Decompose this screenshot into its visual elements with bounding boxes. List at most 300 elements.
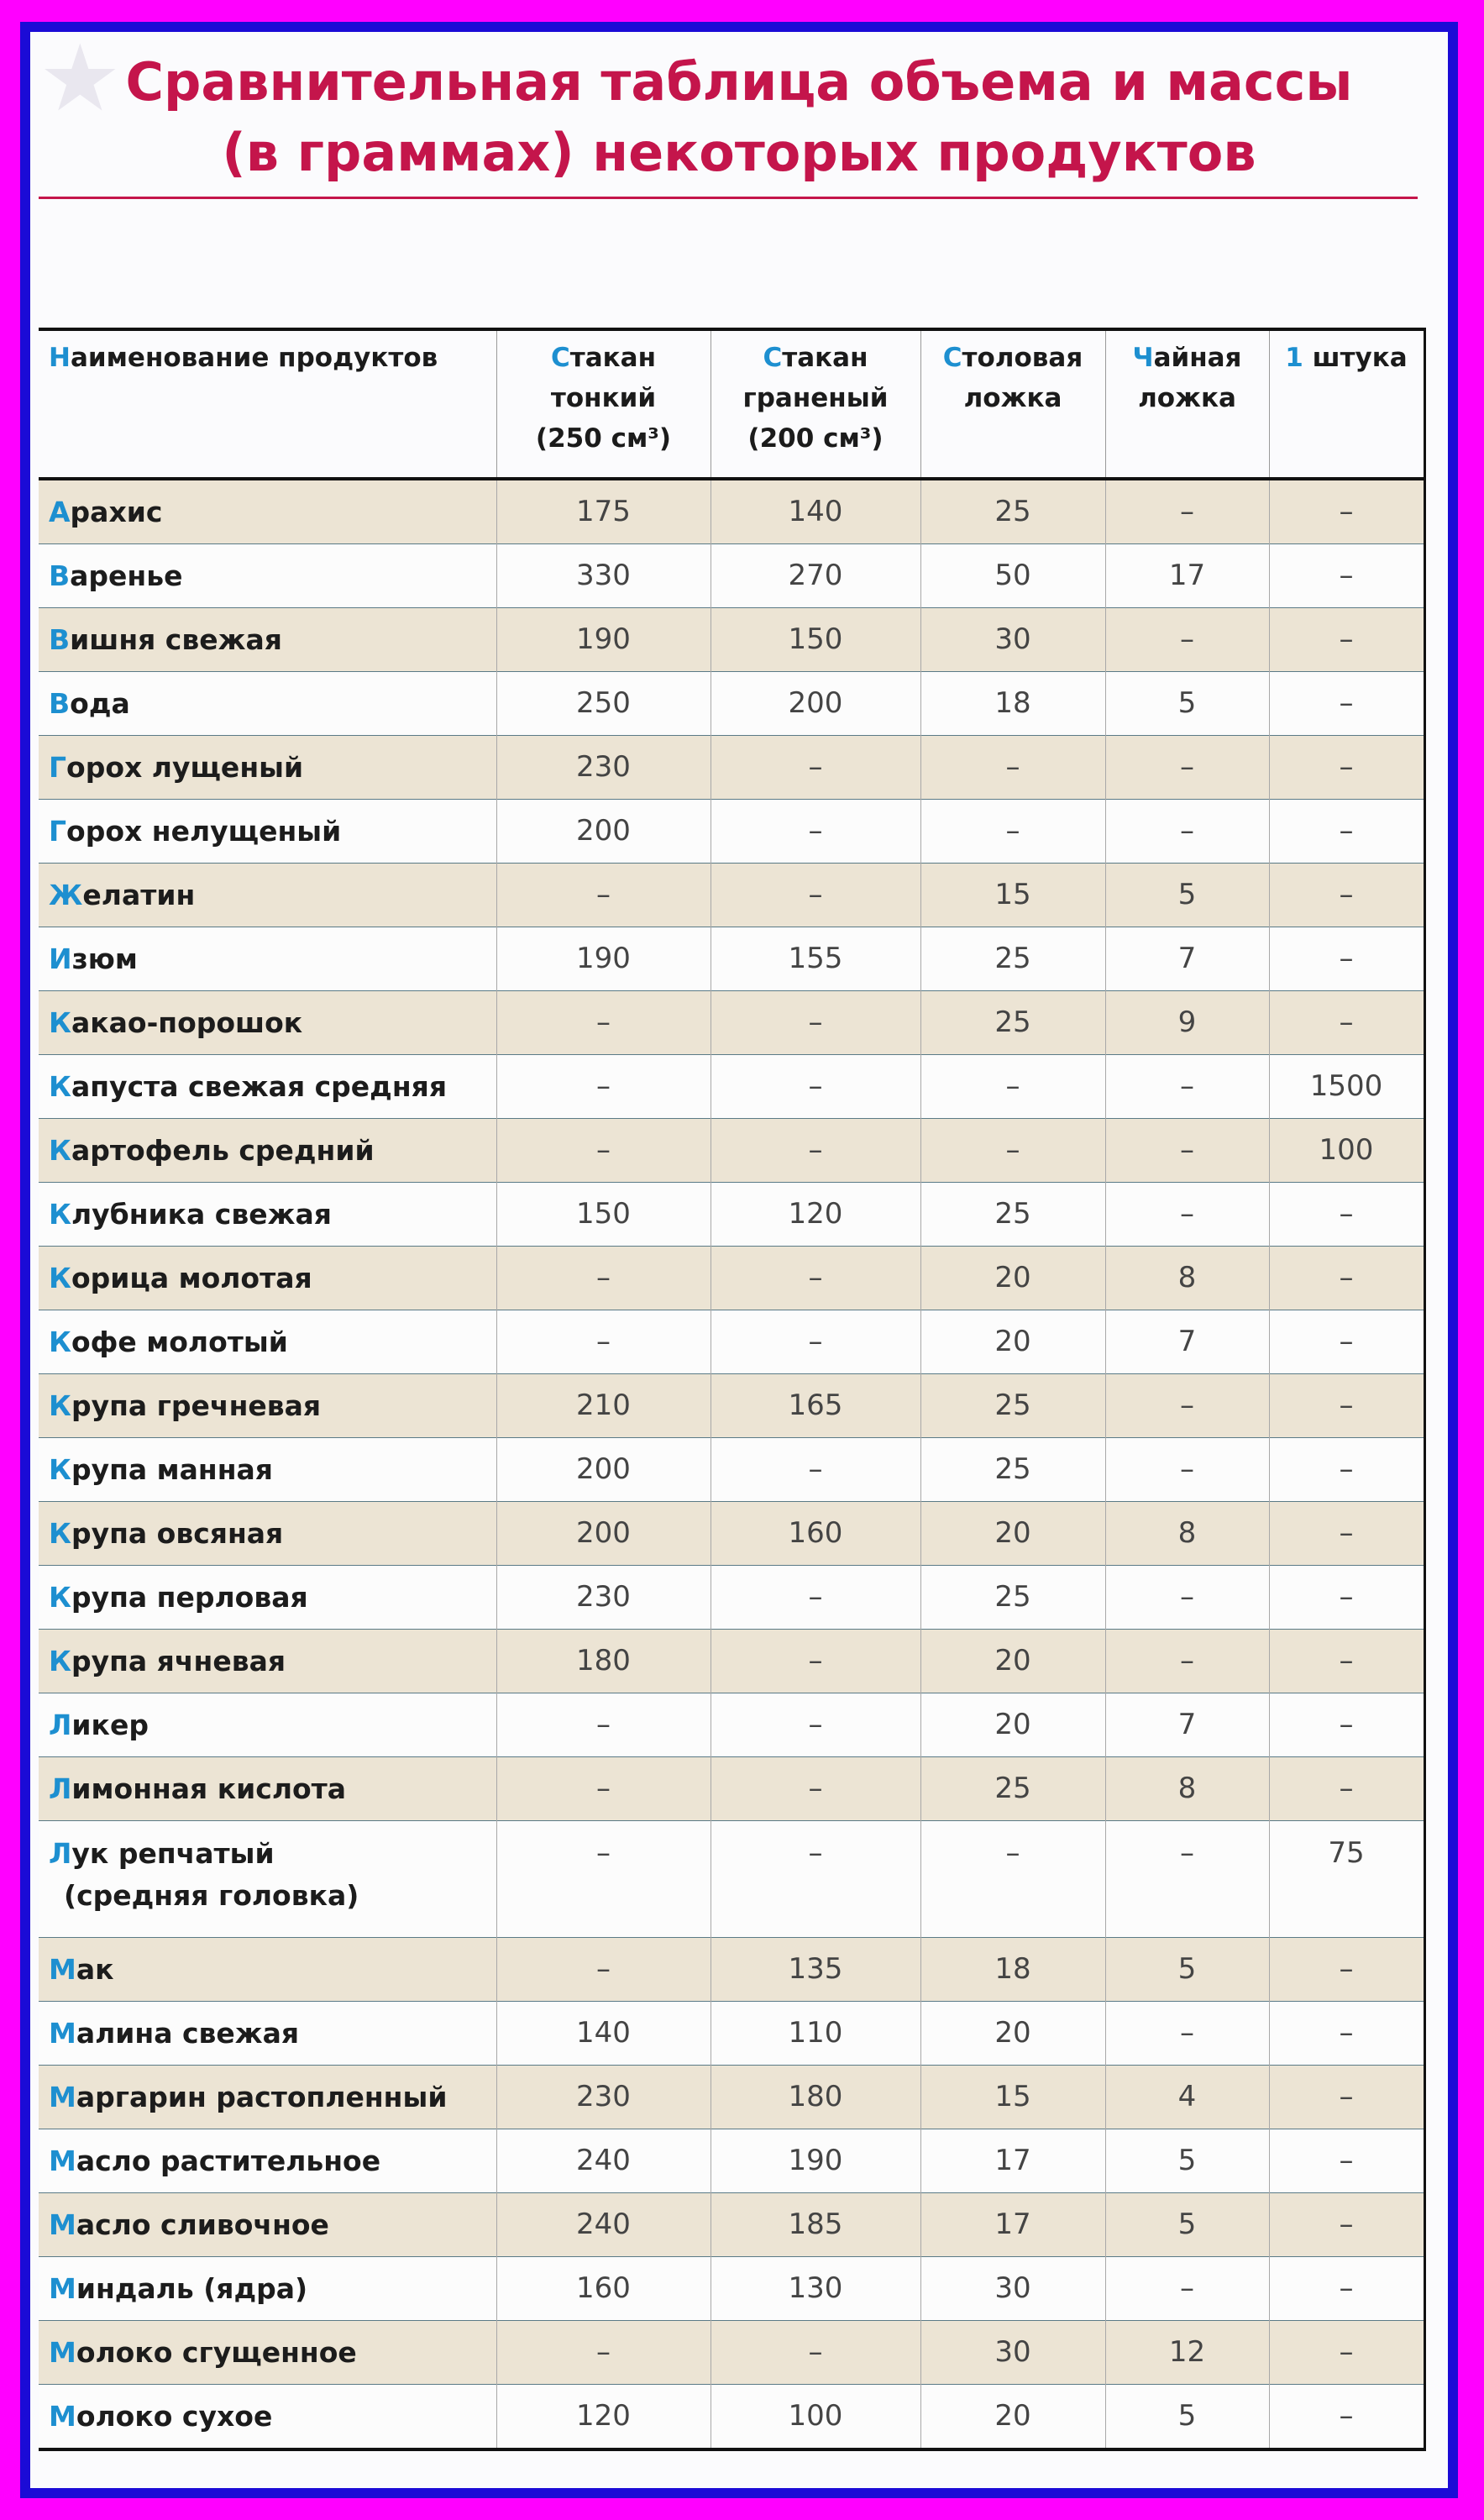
- product-name: олоко сгущенное: [76, 2336, 357, 2369]
- value-cell: 30: [920, 608, 1105, 672]
- table-row: [39, 991, 1424, 1055]
- product-initial: К: [49, 1581, 71, 1614]
- value-cell: –: [1105, 1055, 1269, 1119]
- value-cell: –: [1269, 2066, 1424, 2129]
- product-name-note: (средняя головка): [64, 1879, 359, 1912]
- product-name-cell: [39, 800, 496, 864]
- value-cell: –: [1105, 1821, 1269, 1938]
- value-cell: –: [711, 736, 920, 800]
- value-cell: 140: [711, 479, 920, 544]
- value-cell: 7: [1105, 927, 1269, 991]
- header-initial: 1: [1285, 343, 1303, 373]
- table-row: [39, 1374, 1424, 1438]
- value-cell: 8: [1105, 1247, 1269, 1310]
- title-line-2: (в граммах) некоторых продуктов: [222, 122, 1256, 183]
- product-name: акао-порошок: [71, 1006, 303, 1039]
- product-name-cell: [39, 544, 496, 608]
- table-row: [39, 927, 1424, 991]
- value-cell: 50: [920, 544, 1105, 608]
- product-name-cell: [39, 2385, 496, 2450]
- product-initial: М: [49, 2145, 76, 2177]
- value-cell: 25: [920, 1183, 1105, 1247]
- product-name: ода: [70, 687, 130, 720]
- value-cell: –: [1269, 1247, 1424, 1310]
- value-cell: –: [920, 800, 1105, 864]
- value-cell: –: [711, 1566, 920, 1630]
- product-name: аргарин растопленный: [76, 2081, 448, 2113]
- product-initial: К: [49, 1453, 71, 1486]
- value-cell: 20: [920, 1693, 1105, 1757]
- value-cell: 25: [920, 1374, 1105, 1438]
- value-cell: 100: [1269, 1119, 1424, 1183]
- value-cell: 120: [711, 1183, 920, 1247]
- value-cell: –: [711, 1821, 920, 1938]
- value-cell: –: [1105, 800, 1269, 864]
- value-cell: 175: [496, 479, 711, 544]
- value-cell: 7: [1105, 1310, 1269, 1374]
- value-cell: –: [1105, 2257, 1269, 2321]
- value-cell: –: [1269, 2257, 1424, 2321]
- value-cell: 160: [496, 2257, 711, 2321]
- header-sublabel: ложка: [963, 383, 1062, 413]
- value-cell: 20: [920, 1310, 1105, 1374]
- value-cell: –: [711, 1757, 920, 1821]
- product-name: орица молотая: [71, 1262, 312, 1294]
- product-initial: А: [49, 496, 71, 528]
- value-cell: 20: [920, 1502, 1105, 1566]
- value-cell: 5: [1105, 864, 1269, 927]
- header-label: такан: [569, 343, 657, 373]
- table-row: [39, 2129, 1424, 2193]
- product-name: ук репчатый: [71, 1837, 275, 1870]
- value-cell: 185: [711, 2193, 920, 2257]
- value-cell: 180: [496, 1630, 711, 1693]
- value-cell: 165: [711, 1374, 920, 1438]
- value-cell: 17: [1105, 544, 1269, 608]
- value-cell: –: [711, 991, 920, 1055]
- product-name: аренье: [70, 559, 183, 592]
- value-cell: 120: [496, 2385, 711, 2450]
- value-cell: –: [496, 864, 711, 927]
- product-name-cell: [39, 864, 496, 927]
- value-cell: 5: [1105, 2385, 1269, 2450]
- value-cell: 230: [496, 1566, 711, 1630]
- header-label: аименование продуктов: [70, 343, 438, 373]
- value-cell: 150: [711, 608, 920, 672]
- product-initial: И: [49, 942, 72, 975]
- product-initial: М: [49, 2208, 76, 2241]
- value-cell: –: [920, 1055, 1105, 1119]
- header-teaspoon: [1105, 329, 1269, 479]
- product-name-cell: [39, 1630, 496, 1693]
- value-cell: –: [496, 1938, 711, 2002]
- value-cell: –: [496, 1693, 711, 1757]
- value-cell: –: [1269, 927, 1424, 991]
- value-cell: –: [496, 991, 711, 1055]
- value-cell: –: [496, 1757, 711, 1821]
- value-cell: 270: [711, 544, 920, 608]
- value-cell: 25: [920, 1757, 1105, 1821]
- product-initial: Л: [49, 1837, 72, 1870]
- header-label: такан: [782, 343, 868, 373]
- value-cell: 25: [920, 927, 1105, 991]
- product-name-cell: [39, 1183, 496, 1247]
- value-cell: –: [1269, 1757, 1424, 1821]
- product-name-cell: [39, 1247, 496, 1310]
- value-cell: 135: [711, 1938, 920, 2002]
- header-thin-glass: [496, 329, 711, 479]
- value-cell: 5: [1105, 2193, 1269, 2257]
- table-row: [39, 2257, 1424, 2321]
- product-initial: К: [49, 1198, 71, 1231]
- value-cell: –: [1269, 1183, 1424, 1247]
- product-initial: М: [49, 2017, 76, 2050]
- header-tablespoon: [920, 329, 1105, 479]
- product-name: рупа гречневая: [71, 1389, 322, 1422]
- product-initial: Л: [49, 1772, 72, 1805]
- header-label: толовая: [962, 343, 1083, 373]
- value-cell: –: [711, 864, 920, 927]
- value-cell: 160: [711, 1502, 920, 1566]
- value-cell: –: [1269, 2193, 1424, 2257]
- value-cell: –: [711, 1119, 920, 1183]
- product-name-cell: [39, 2066, 496, 2129]
- value-cell: –: [496, 1247, 711, 1310]
- product-name: орох лущеный: [66, 751, 304, 784]
- product-initial: М: [49, 2400, 76, 2433]
- product-name-cell: [39, 736, 496, 800]
- table-row: [39, 479, 1424, 544]
- value-cell: –: [920, 1119, 1105, 1183]
- value-cell: 180: [711, 2066, 920, 2129]
- value-cell: –: [1269, 1566, 1424, 1630]
- product-name: апуста свежая средняя: [71, 1070, 448, 1103]
- value-cell: 200: [496, 1502, 711, 1566]
- value-cell: 20: [920, 2385, 1105, 2450]
- product-name-cell: [39, 608, 496, 672]
- product-name-cell: [39, 991, 496, 1055]
- header-label: айная: [1153, 343, 1242, 373]
- table-body: [39, 479, 1424, 2449]
- value-cell: 250: [496, 672, 711, 736]
- value-cell: 230: [496, 2066, 711, 2129]
- value-cell: 17: [920, 2193, 1105, 2257]
- title-line-1: Сравнительная таблица объема и массы: [125, 51, 1353, 113]
- product-name-cell: [39, 1438, 496, 1502]
- value-cell: –: [1269, 1374, 1424, 1438]
- product-name-cell: [39, 2257, 496, 2321]
- product-initial: В: [49, 559, 71, 592]
- table-row: [39, 672, 1424, 736]
- product-name: асло сливочное: [76, 2208, 329, 2241]
- product-initial: Л: [49, 1709, 72, 1741]
- table-row: [39, 1630, 1424, 1693]
- product-name-cell: [39, 1119, 496, 1183]
- value-cell: –: [1269, 2385, 1424, 2450]
- value-cell: –: [1269, 1630, 1424, 1693]
- product-name: елатин: [82, 879, 196, 911]
- product-initial: К: [49, 1262, 71, 1294]
- header-sublabel: (200 см³): [747, 423, 884, 454]
- header-initial: С: [550, 343, 570, 373]
- value-cell: 240: [496, 2193, 711, 2257]
- value-cell: –: [1269, 736, 1424, 800]
- value-cell: –: [496, 1055, 711, 1119]
- product-name-cell: [39, 1502, 496, 1566]
- product-initial: М: [49, 2272, 76, 2305]
- value-cell: –: [1105, 736, 1269, 800]
- header-sublabel: тонкий: [550, 383, 657, 413]
- product-name-cell: [39, 2129, 496, 2193]
- header-product-name: [39, 329, 496, 479]
- product-name-cell: [39, 1374, 496, 1438]
- table-row: [39, 1502, 1424, 1566]
- value-cell: 17: [920, 2129, 1105, 2193]
- header-sublabel: граненый: [742, 383, 889, 413]
- product-initial: Г: [49, 815, 67, 848]
- table-row: [39, 2321, 1424, 2385]
- product-name: рупа перловая: [71, 1581, 308, 1614]
- page: [30, 32, 1448, 2488]
- table-row: [39, 2066, 1424, 2129]
- value-cell: –: [1269, 608, 1424, 672]
- product-initial: М: [49, 1953, 76, 1986]
- product-name: ишня свежая: [70, 623, 282, 656]
- table-row: [39, 1119, 1424, 1183]
- value-cell: –: [496, 1821, 711, 1938]
- product-name: икер: [71, 1709, 149, 1741]
- value-cell: –: [711, 1055, 920, 1119]
- value-cell: –: [1269, 1502, 1424, 1566]
- value-cell: 5: [1105, 1938, 1269, 2002]
- value-cell: 210: [496, 1374, 711, 1438]
- value-cell: 25: [920, 1438, 1105, 1502]
- value-cell: –: [1269, 864, 1424, 927]
- header-row: [39, 329, 1424, 479]
- value-cell: 155: [711, 927, 920, 991]
- product-name-cell: [39, 927, 496, 991]
- value-cell: –: [920, 736, 1105, 800]
- product-name: офе молотый: [71, 1326, 288, 1358]
- value-cell: –: [1269, 2129, 1424, 2193]
- product-name-cell: [39, 2002, 496, 2066]
- product-name: рахис: [70, 496, 163, 528]
- value-cell: –: [1105, 1438, 1269, 1502]
- value-cell: 200: [711, 672, 920, 736]
- product-initial: К: [49, 1645, 71, 1677]
- product-name: рупа овсяная: [71, 1517, 284, 1550]
- product-name-cell: [39, 1757, 496, 1821]
- product-name: рупа манная: [71, 1453, 273, 1486]
- value-cell: 240: [496, 2129, 711, 2193]
- table-row: [39, 1438, 1424, 1502]
- value-cell: 9: [1105, 991, 1269, 1055]
- value-cell: 30: [920, 2321, 1105, 2385]
- table-row: [39, 1247, 1424, 1310]
- header-sublabel: (250 см³): [535, 423, 672, 454]
- value-cell: –: [711, 1247, 920, 1310]
- product-initial: К: [49, 1070, 71, 1103]
- product-name-cell: [39, 1938, 496, 2002]
- value-cell: 5: [1105, 672, 1269, 736]
- product-initial: Ж: [49, 879, 83, 911]
- product-name-cell: [39, 1055, 496, 1119]
- product-name: имонная кислота: [71, 1772, 347, 1805]
- product-name: асло растительное: [76, 2145, 381, 2177]
- table-row: [39, 2193, 1424, 2257]
- product-name: олоко сухое: [76, 2400, 273, 2433]
- header-one-piece: [1269, 329, 1424, 479]
- value-cell: 18: [920, 672, 1105, 736]
- value-cell: 140: [496, 2002, 711, 2066]
- table-row: [39, 1693, 1424, 1757]
- product-name-cell: [39, 479, 496, 544]
- value-cell: 25: [920, 991, 1105, 1055]
- table-row: [39, 1310, 1424, 1374]
- value-cell: 190: [496, 927, 711, 991]
- value-cell: –: [711, 1438, 920, 1502]
- product-name: рупа ячневая: [71, 1645, 286, 1677]
- value-cell: 20: [920, 2002, 1105, 2066]
- value-cell: 1500: [1269, 1055, 1424, 1119]
- value-cell: 100: [711, 2385, 920, 2450]
- value-cell: –: [1269, 479, 1424, 544]
- product-name-cell: [39, 2321, 496, 2385]
- value-cell: 12: [1105, 2321, 1269, 2385]
- product-initial: Г: [49, 751, 67, 784]
- product-initial: В: [49, 687, 71, 720]
- value-cell: –: [496, 2321, 711, 2385]
- table-row: [39, 1757, 1424, 1821]
- value-cell: 25: [920, 1566, 1105, 1630]
- value-cell: –: [1269, 2321, 1424, 2385]
- product-initial: М: [49, 2336, 76, 2369]
- value-cell: –: [711, 2321, 920, 2385]
- table-row: [39, 608, 1424, 672]
- value-cell: 5: [1105, 2129, 1269, 2193]
- value-cell: 25: [920, 479, 1105, 544]
- table-row: [39, 1938, 1424, 2002]
- value-cell: 20: [920, 1630, 1105, 1693]
- table-row: [39, 736, 1424, 800]
- product-initial: К: [49, 1006, 71, 1039]
- product-initial: К: [49, 1389, 71, 1422]
- value-cell: –: [1105, 2002, 1269, 2066]
- product-name: индаль (ядра): [76, 2272, 308, 2305]
- value-cell: –: [711, 800, 920, 864]
- table-row: [39, 1183, 1424, 1247]
- header-initial: Ч: [1132, 343, 1154, 373]
- value-cell: 18: [920, 1938, 1105, 2002]
- product-name: ак: [76, 1953, 114, 1986]
- value-cell: –: [920, 1821, 1105, 1938]
- value-cell: –: [1269, 1438, 1424, 1502]
- value-cell: –: [1269, 544, 1424, 608]
- title-divider: [39, 197, 1418, 199]
- value-cell: 200: [496, 1438, 711, 1502]
- product-name-cell: [39, 1693, 496, 1757]
- table-row: [39, 1055, 1424, 1119]
- header-sublabel: ложка: [1138, 383, 1236, 413]
- value-cell: 110: [711, 2002, 920, 2066]
- table-row: [39, 1821, 1424, 1938]
- value-cell: –: [1269, 1310, 1424, 1374]
- product-name: орох нелущеный: [66, 815, 342, 848]
- product-name: зюм: [71, 942, 138, 975]
- table-row: [39, 544, 1424, 608]
- value-cell: –: [496, 1119, 711, 1183]
- product-name: алина свежая: [76, 2017, 300, 2050]
- value-cell: 190: [496, 608, 711, 672]
- value-cell: –: [1105, 479, 1269, 544]
- value-cell: –: [1269, 672, 1424, 736]
- value-cell: –: [1269, 991, 1424, 1055]
- value-cell: –: [711, 1310, 920, 1374]
- product-name-cell: [39, 1566, 496, 1630]
- header-initial: С: [763, 343, 783, 373]
- value-cell: 150: [496, 1183, 711, 1247]
- value-cell: –: [711, 1630, 920, 1693]
- star-decoration-icon: ★: [39, 32, 122, 132]
- value-cell: –: [496, 1310, 711, 1374]
- value-cell: 130: [711, 2257, 920, 2321]
- product-initial: К: [49, 1517, 71, 1550]
- product-initial: К: [49, 1326, 71, 1358]
- table-row: [39, 864, 1424, 927]
- value-cell: 200: [496, 800, 711, 864]
- value-cell: 230: [496, 736, 711, 800]
- value-cell: 15: [920, 864, 1105, 927]
- value-cell: –: [1269, 1693, 1424, 1757]
- value-cell: 190: [711, 2129, 920, 2193]
- header-initial: Н: [49, 343, 71, 373]
- value-cell: –: [1105, 1566, 1269, 1630]
- product-name: артофель средний: [71, 1134, 375, 1167]
- value-cell: –: [711, 1693, 920, 1757]
- product-initial: К: [49, 1134, 71, 1167]
- value-cell: –: [1105, 608, 1269, 672]
- value-cell: –: [1105, 1119, 1269, 1183]
- table-row: [39, 2002, 1424, 2066]
- value-cell: 8: [1105, 1502, 1269, 1566]
- comparison-table: [39, 328, 1426, 2451]
- value-cell: 4: [1105, 2066, 1269, 2129]
- value-cell: –: [1105, 1374, 1269, 1438]
- value-cell: 20: [920, 1247, 1105, 1310]
- product-name-cell: [39, 672, 496, 736]
- table-row: [39, 800, 1424, 864]
- header-initial: С: [942, 343, 962, 373]
- product-initial: В: [49, 623, 71, 656]
- value-cell: –: [1269, 2002, 1424, 2066]
- table-row: [39, 2385, 1424, 2450]
- header-faceted-glass: [711, 329, 920, 479]
- value-cell: –: [1105, 1630, 1269, 1693]
- page-title: [30, 47, 1448, 188]
- product-name-cell: [39, 2193, 496, 2257]
- value-cell: –: [1105, 1183, 1269, 1247]
- value-cell: 75: [1269, 1821, 1424, 1938]
- header-label: штука: [1303, 343, 1408, 373]
- value-cell: 330: [496, 544, 711, 608]
- value-cell: 15: [920, 2066, 1105, 2129]
- product-initial: М: [49, 2081, 76, 2113]
- value-cell: –: [1269, 800, 1424, 864]
- value-cell: 30: [920, 2257, 1105, 2321]
- product-name-cell: [39, 1310, 496, 1374]
- product-name-cell: [39, 1821, 496, 1938]
- value-cell: 7: [1105, 1693, 1269, 1757]
